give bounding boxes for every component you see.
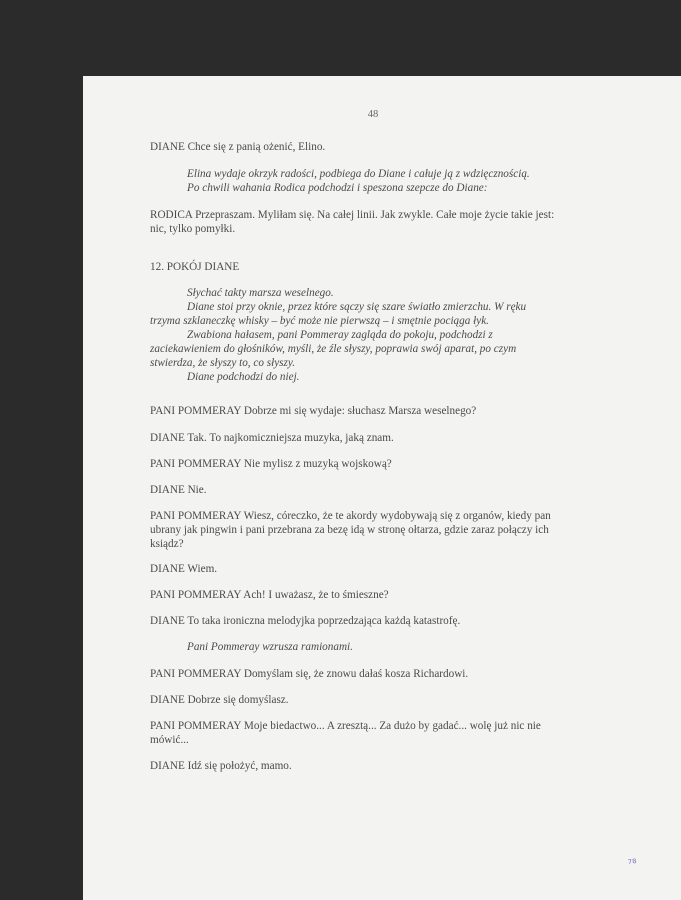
- stage-direction-1: Elina wydaje okrzyk radości, podbiega do Diane i całuje ją z wdzięcznością.: [187, 168, 530, 180]
- document-page: [83, 76, 681, 900]
- dialogue-diane-5: DIANE To taka ironiczna melodyjka poprzedzająca każdą katastrofę.: [150, 615, 461, 627]
- stage-direction-5: Zwabiona hałasem, pani Pommeray zagląda do pokoju, podchodzi z zaciekawieniem do głośników, myśli, że źle słyszy, poprawia swój aparat, po czym stwierdza, że słyszy to, co słyszy.: [150, 329, 517, 369]
- dialogue-line: [150, 457, 556, 471]
- stage-direction: [150, 167, 556, 195]
- dialogue-line: [150, 208, 556, 236]
- dialogue-pommeray-2: PANI POMMERAY Nie mylisz z muzyką wojskową?: [150, 458, 392, 470]
- stage-direction: [150, 286, 556, 384]
- dialogue-diane-2: DIANE Tak. To najkomiczniejsza muzyka, jaką znam.: [150, 432, 394, 444]
- dialogue-line: [150, 614, 556, 628]
- dialogue-pommeray-1: PANI POMMERAY Dobrze mi się wydaje: słuchasz Marsza weselnego?: [150, 405, 477, 417]
- dialogue-line: [150, 693, 556, 707]
- dialogue-line: [150, 719, 556, 747]
- dialogue-diane-7: DIANE Idź się położyć, mamo.: [150, 760, 292, 772]
- dialogue-line: [150, 431, 556, 445]
- dialogue-line: [150, 759, 556, 773]
- dialogue-pommeray-3: PANI POMMERAY Wiesz, córeczko, że te akordy wydobywają się z organów, kiedy pan ubrany jak pingwin i pani przebrana za bezę idą w stronę ołtarza, gdzie zaraz połączy ich ksiądz?: [150, 510, 551, 550]
- dialogue-rodica: RODICA Przepraszam. Myliłam się. Na całej linii. Jak zwykle. Całe moje życie takie jest: nic, tylko pomyłki.: [150, 209, 555, 235]
- stage-direction-6: Diane podchodzi do niej.: [187, 371, 300, 383]
- dialogue-pommeray-6: PANI POMMERAY Moje biedactwo... A zresztą... Za dużo by gadać... wolę już nic nie mówić...: [150, 720, 541, 746]
- dialogue-line: [150, 404, 556, 418]
- handwritten-stamp: ⁷⁸: [627, 856, 638, 871]
- dialogue-line: [150, 588, 556, 602]
- dialogue-pommeray-5: PANI POMMERAY Domyślam się, że znowu dałaś kosza Richardowi.: [150, 668, 469, 680]
- stage-direction-4: Diane stoi przy oknie, przez które sączy się szare światło zmierzchu. W ręku trzyma szklaneczkę whisky – być może nie pierwszą – i smętnie pociąga łyk.: [150, 301, 527, 327]
- dialogue-line: [150, 140, 556, 154]
- page-number: 48: [367, 109, 379, 120]
- dialogue-pommeray-4: PANI POMMERAY Ach! I uważasz, że to śmieszne?: [150, 589, 389, 601]
- scene-heading: [150, 260, 556, 274]
- stage-direction-7: Pani Pommeray wzrusza ramionami.: [187, 641, 353, 653]
- stage-direction-2: Po chwili wahania Rodica podchodzi i speszona szepcze do Diane:: [187, 182, 488, 194]
- dialogue-line: [150, 562, 556, 576]
- dialogue-diane-6: DIANE Dobrze się domyślasz.: [150, 694, 289, 706]
- dialogue-line: [150, 483, 556, 497]
- scene-title: 12. POKÓJ DIANE: [150, 261, 240, 273]
- dialogue-line: [150, 667, 556, 681]
- stage-direction-3: Słychać takty marsza weselnego.: [187, 287, 334, 299]
- dialogue-line: [150, 509, 556, 551]
- dialogue-diane-4: DIANE Wiem.: [150, 563, 218, 575]
- stage-direction: [150, 640, 556, 654]
- dialogue-diane-3: DIANE Nie.: [150, 484, 207, 496]
- dialogue-diane-1: DIANE Chce się z panią ożenić, Elino.: [150, 141, 326, 153]
